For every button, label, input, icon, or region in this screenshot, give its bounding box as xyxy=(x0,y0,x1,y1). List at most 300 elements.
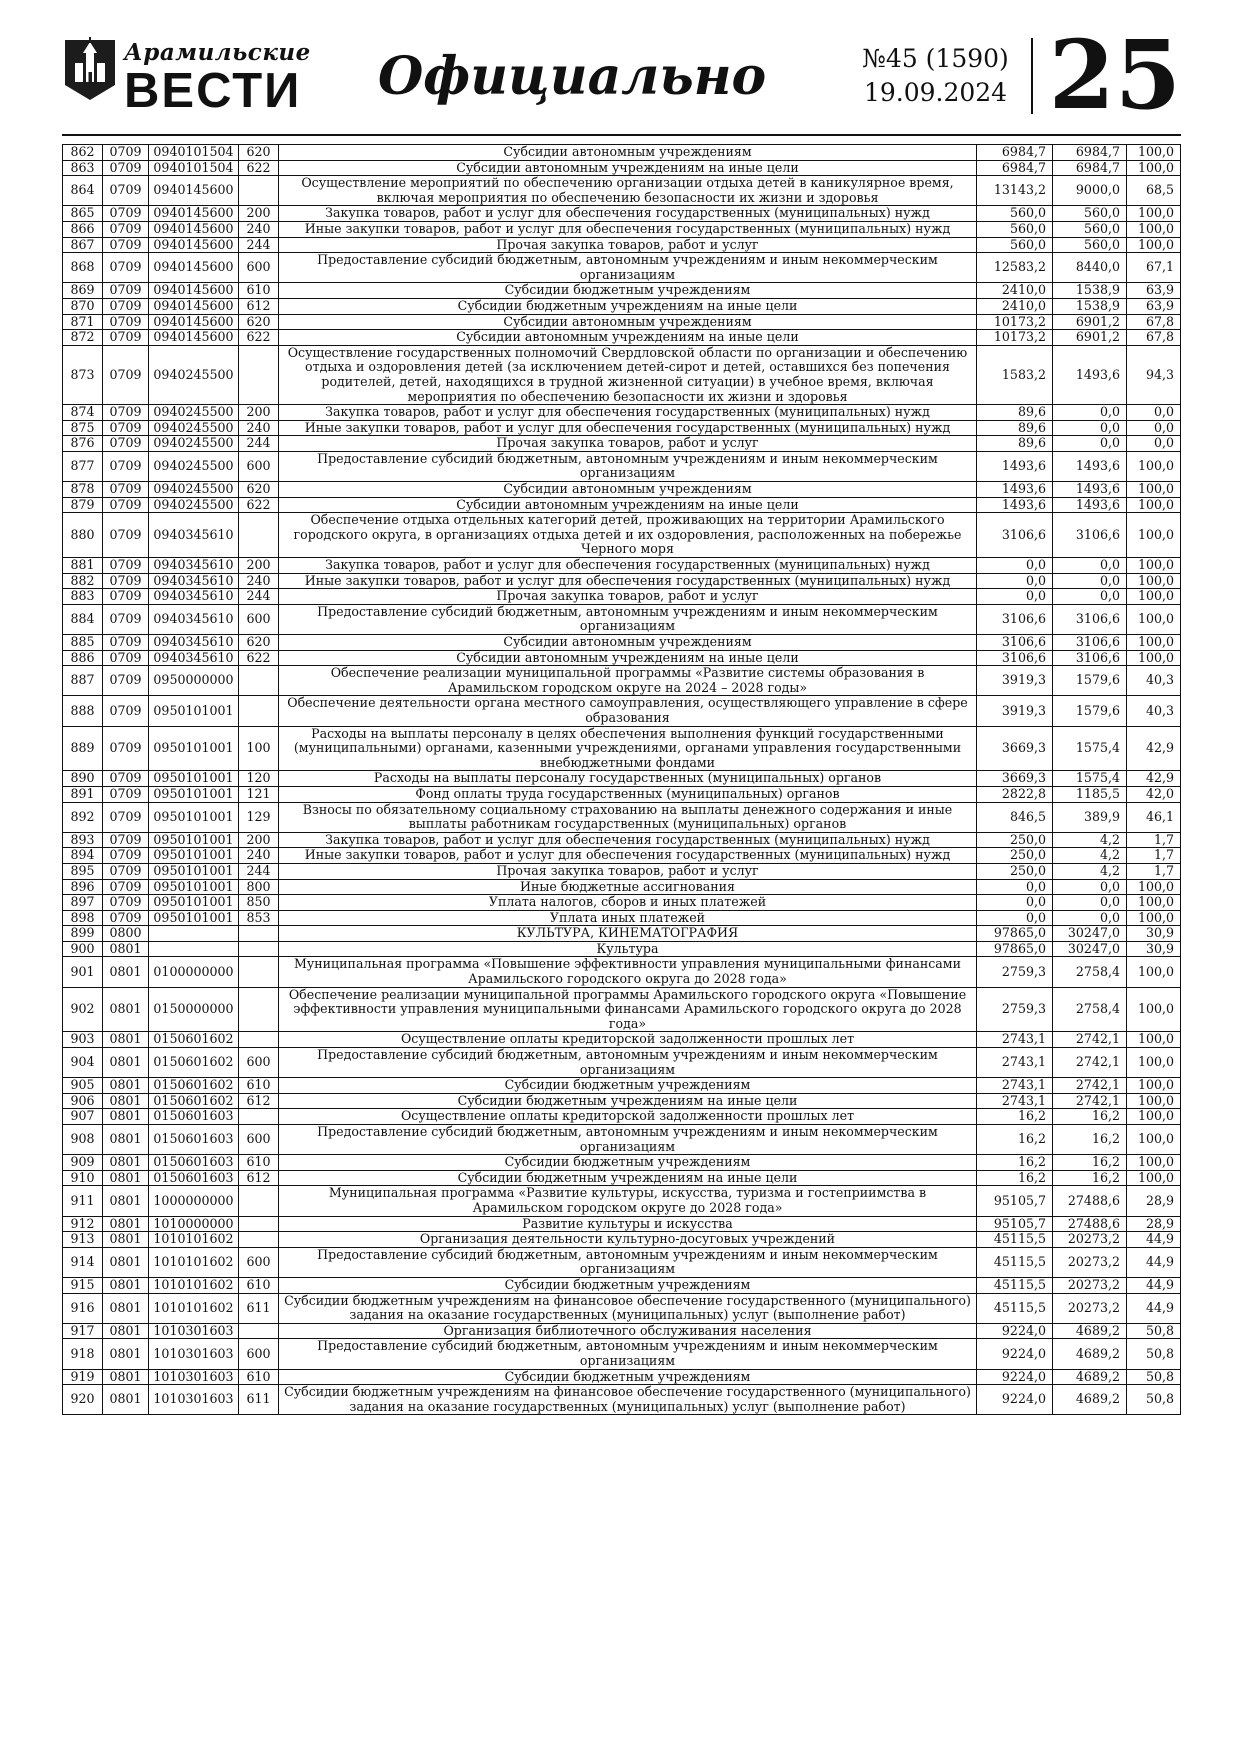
row-number-cell: 896 xyxy=(63,879,103,895)
table-row xyxy=(63,206,1181,222)
plan-cell: 9224,0 xyxy=(977,1339,1053,1369)
fact-cell: 16,2 xyxy=(1053,1155,1127,1171)
row-number-cell: 872 xyxy=(63,330,103,346)
section-code-cell: 0709 xyxy=(103,513,149,558)
section-code-cell: 0709 xyxy=(103,573,149,589)
brand-title-bottom: ВЕСТИ xyxy=(124,63,302,118)
target-article-cell: 0940101504 xyxy=(149,145,239,161)
target-article-cell: 0940145600 xyxy=(149,176,239,206)
row-number-cell: 893 xyxy=(63,832,103,848)
table-row xyxy=(63,726,1181,771)
name-cell: Предоставление субсидий бюджетным, автономным учреждениям и иным некоммерческим организациям xyxy=(279,451,977,481)
table-row xyxy=(63,1155,1181,1171)
expense-type-cell xyxy=(239,696,279,726)
percent-cell: 100,0 xyxy=(1127,650,1181,666)
table-row xyxy=(63,345,1181,404)
fact-cell: 4689,2 xyxy=(1053,1323,1127,1339)
expense-type-cell: 622 xyxy=(239,160,279,176)
table-row xyxy=(63,405,1181,421)
percent-cell: 50,8 xyxy=(1127,1369,1181,1385)
fact-cell: 4689,2 xyxy=(1053,1385,1127,1415)
plan-cell: 2743,1 xyxy=(977,1048,1053,1078)
percent-cell: 100,0 xyxy=(1127,145,1181,161)
table-row xyxy=(63,497,1181,513)
fact-cell: 0,0 xyxy=(1053,420,1127,436)
table-row xyxy=(63,221,1181,237)
row-number-cell: 900 xyxy=(63,941,103,957)
percent-cell: 46,1 xyxy=(1127,802,1181,832)
name-cell: Иные закупки товаров, работ и услуг для обеспечения государственных (муниципальных) нужд xyxy=(279,848,977,864)
target-article-cell: 0940245500 xyxy=(149,436,239,452)
budget-table xyxy=(62,144,1181,1415)
row-number-cell: 914 xyxy=(63,1247,103,1277)
percent-cell: 100,0 xyxy=(1127,1109,1181,1125)
expense-type-cell: 620 xyxy=(239,482,279,498)
section-code-cell: 0801 xyxy=(103,1293,149,1323)
row-number-cell: 919 xyxy=(63,1369,103,1385)
section-code-cell: 0801 xyxy=(103,1186,149,1216)
name-cell: Расходы на выплаты персоналу в целях обеспечения выполнения функций государственными (муниципальными) органами, казенными учреждениями, органами управления государственными внебюджетными фондами xyxy=(279,726,977,771)
fact-cell: 30247,0 xyxy=(1053,926,1127,942)
row-number-cell: 879 xyxy=(63,497,103,513)
name-cell: Предоставление субсидий бюджетным, автономным учреждениям и иным некоммерческим организациям xyxy=(279,1339,977,1369)
expense-type-cell: 244 xyxy=(239,589,279,605)
section-code-cell: 0709 xyxy=(103,176,149,206)
row-number-cell: 901 xyxy=(63,957,103,987)
target-article-cell: 1010301603 xyxy=(149,1323,239,1339)
fact-cell: 560,0 xyxy=(1053,206,1127,222)
row-number-cell: 873 xyxy=(63,345,103,404)
plan-cell: 89,6 xyxy=(977,405,1053,421)
table-row xyxy=(63,237,1181,253)
fact-cell: 20273,2 xyxy=(1053,1293,1127,1323)
expense-type-cell: 200 xyxy=(239,558,279,574)
table-row xyxy=(63,1048,1181,1078)
name-cell: Муниципальная программа «Повышение эффективности управления муниципальными финансами Арамильского городского округа до 2028 года» xyxy=(279,957,977,987)
fact-cell: 389,9 xyxy=(1053,802,1127,832)
table-row xyxy=(63,436,1181,452)
target-article-cell: 0940145600 xyxy=(149,298,239,314)
section-code-cell: 0709 xyxy=(103,895,149,911)
expense-type-cell: 610 xyxy=(239,283,279,299)
name-cell: Предоставление субсидий бюджетным, автономным учреждениям и иным некоммерческим организациям xyxy=(279,604,977,634)
percent-cell: 0,0 xyxy=(1127,436,1181,452)
expense-type-cell: 120 xyxy=(239,771,279,787)
expense-type-cell xyxy=(239,941,279,957)
target-article-cell: 0940145600 xyxy=(149,314,239,330)
row-number-cell: 912 xyxy=(63,1216,103,1232)
page-number: 25 xyxy=(1048,20,1181,132)
section-code-cell: 0801 xyxy=(103,1155,149,1171)
section-code-cell: 0801 xyxy=(103,1032,149,1048)
brand-title xyxy=(124,37,311,116)
plan-cell: 45115,5 xyxy=(977,1277,1053,1293)
plan-cell: 2759,3 xyxy=(977,987,1053,1032)
target-article-cell: 0940145600 xyxy=(149,221,239,237)
plan-cell: 0,0 xyxy=(977,879,1053,895)
name-cell: Закупка товаров, работ и услуг для обеспечения государственных (муниципальных) нужд xyxy=(279,206,977,222)
plan-cell: 250,0 xyxy=(977,848,1053,864)
expense-type-cell: 612 xyxy=(239,1093,279,1109)
row-number-cell: 875 xyxy=(63,420,103,436)
expense-type-cell: 612 xyxy=(239,298,279,314)
expense-type-cell xyxy=(239,1109,279,1125)
row-number-cell: 892 xyxy=(63,802,103,832)
row-number-cell: 913 xyxy=(63,1232,103,1248)
plan-cell: 3919,3 xyxy=(977,696,1053,726)
row-number-cell: 920 xyxy=(63,1385,103,1415)
table-row xyxy=(63,848,1181,864)
target-article-cell: 0950101001 xyxy=(149,863,239,879)
name-cell: Предоставление субсидий бюджетным, автономным учреждениям и иным некоммерческим организациям xyxy=(279,1048,977,1078)
target-article-cell: 0940145600 xyxy=(149,330,239,346)
target-article-cell: 0940145600 xyxy=(149,206,239,222)
name-cell: Осуществление государственных полномочий Свердловской области по организации и обеспечению отдыха и оздоровления детей (за исключением детей-сирот и детей, оставшихся без попечения родителей, детей, находящихся в трудной жизненной ситуации) в учебное время, включая мероприятия по обеспечению безопасности их жизни и здоровья xyxy=(279,345,977,404)
fact-cell: 560,0 xyxy=(1053,221,1127,237)
percent-cell: 44,9 xyxy=(1127,1247,1181,1277)
table-row xyxy=(63,145,1181,161)
table-row xyxy=(63,987,1181,1032)
name-cell: Субсидии автономным учреждениям xyxy=(279,314,977,330)
fact-cell: 4,2 xyxy=(1053,848,1127,864)
plan-cell: 45115,5 xyxy=(977,1232,1053,1248)
fact-cell: 1493,6 xyxy=(1053,451,1127,481)
expense-type-cell xyxy=(239,666,279,696)
target-article-cell: 0940145600 xyxy=(149,283,239,299)
plan-cell: 95105,7 xyxy=(977,1216,1053,1232)
row-number-cell: 899 xyxy=(63,926,103,942)
plan-cell: 9224,0 xyxy=(977,1385,1053,1415)
name-cell: Фонд оплаты труда государственных (муниципальных) органов xyxy=(279,786,977,802)
percent-cell: 94,3 xyxy=(1127,345,1181,404)
fact-cell: 2742,1 xyxy=(1053,1078,1127,1094)
percent-cell: 50,8 xyxy=(1127,1339,1181,1369)
plan-cell: 89,6 xyxy=(977,436,1053,452)
section-code-cell: 0709 xyxy=(103,482,149,498)
table-row xyxy=(63,635,1181,651)
section-code-cell: 0709 xyxy=(103,314,149,330)
plan-cell: 97865,0 xyxy=(977,926,1053,942)
percent-cell: 44,9 xyxy=(1127,1232,1181,1248)
table-row xyxy=(63,298,1181,314)
table-row xyxy=(63,957,1181,987)
percent-cell: 100,0 xyxy=(1127,237,1181,253)
expense-type-cell: 610 xyxy=(239,1155,279,1171)
fact-cell: 6984,7 xyxy=(1053,160,1127,176)
fact-cell: 1538,9 xyxy=(1053,283,1127,299)
percent-cell: 100,0 xyxy=(1127,206,1181,222)
fact-cell: 0,0 xyxy=(1053,879,1127,895)
name-cell: Расходы на выплаты персоналу государственных (муниципальных) органов xyxy=(279,771,977,787)
name-cell: Субсидии автономным учреждениям на иные цели xyxy=(279,160,977,176)
row-number-cell: 908 xyxy=(63,1125,103,1155)
row-number-cell: 915 xyxy=(63,1277,103,1293)
name-cell: Иные закупки товаров, работ и услуг для обеспечения государственных (муниципальных) нужд xyxy=(279,420,977,436)
percent-cell: 100,0 xyxy=(1127,1155,1181,1171)
target-article-cell: 0940245500 xyxy=(149,451,239,481)
table-row xyxy=(63,895,1181,911)
name-cell: Иные закупки товаров, работ и услуг для обеспечения государственных (муниципальных) нужд xyxy=(279,573,977,589)
fact-cell: 3106,6 xyxy=(1053,513,1127,558)
table-row xyxy=(63,604,1181,634)
percent-cell: 100,0 xyxy=(1127,1125,1181,1155)
name-cell: Субсидии автономным учреждениям xyxy=(279,482,977,498)
row-number-cell: 867 xyxy=(63,237,103,253)
section-code-cell: 0801 xyxy=(103,1339,149,1369)
percent-cell: 67,8 xyxy=(1127,314,1181,330)
brand-title-top: Арамильские xyxy=(124,38,311,66)
table-row xyxy=(63,283,1181,299)
percent-cell: 67,8 xyxy=(1127,330,1181,346)
row-number-cell: 894 xyxy=(63,848,103,864)
expense-type-cell xyxy=(239,345,279,404)
plan-cell: 6984,7 xyxy=(977,160,1053,176)
name-cell: Культура xyxy=(279,941,977,957)
section-code-cell: 0800 xyxy=(103,926,149,942)
name-cell: Закупка товаров, работ и услуг для обеспечения государственных (муниципальных) нужд xyxy=(279,832,977,848)
row-number-cell: 869 xyxy=(63,283,103,299)
table-row xyxy=(63,513,1181,558)
expense-type-cell: 620 xyxy=(239,145,279,161)
fact-cell: 1185,5 xyxy=(1053,786,1127,802)
issue-block xyxy=(862,42,1025,110)
section-code-cell: 0709 xyxy=(103,405,149,421)
name-cell: Уплата налогов, сборов и иных платежей xyxy=(279,895,977,911)
section-code-cell: 0709 xyxy=(103,726,149,771)
row-number-cell: 911 xyxy=(63,1186,103,1216)
name-cell: Субсидии бюджетным учреждениям xyxy=(279,1277,977,1293)
percent-cell: 44,9 xyxy=(1127,1277,1181,1293)
table-row xyxy=(63,1385,1181,1415)
plan-cell: 2743,1 xyxy=(977,1032,1053,1048)
name-cell: Муниципальная программа «Развитие культуры, искусства, туризма и гостеприимства в Арамильском городском округе до 2028 года» xyxy=(279,1186,977,1216)
table-row xyxy=(63,1093,1181,1109)
expense-type-cell: 622 xyxy=(239,650,279,666)
plan-cell: 560,0 xyxy=(977,206,1053,222)
name-cell: Предоставление субсидий бюджетным, автономным учреждениям и иным некоммерческим организациям xyxy=(279,253,977,283)
row-number-cell: 888 xyxy=(63,696,103,726)
expense-type-cell: 100 xyxy=(239,726,279,771)
row-number-cell: 884 xyxy=(63,604,103,634)
plan-cell: 2759,3 xyxy=(977,957,1053,987)
name-cell: Субсидии автономным учреждениям xyxy=(279,635,977,651)
row-number-cell: 916 xyxy=(63,1293,103,1323)
section-code-cell: 0709 xyxy=(103,330,149,346)
row-number-cell: 904 xyxy=(63,1048,103,1078)
percent-cell: 40,3 xyxy=(1127,696,1181,726)
expense-type-cell: 600 xyxy=(239,1048,279,1078)
percent-cell: 100,0 xyxy=(1127,513,1181,558)
plan-cell: 1493,6 xyxy=(977,451,1053,481)
table-row xyxy=(63,771,1181,787)
target-article-cell: 0950101001 xyxy=(149,802,239,832)
table-row xyxy=(63,650,1181,666)
name-cell: Субсидии автономным учреждениям на иные цели xyxy=(279,497,977,513)
expense-type-cell: 850 xyxy=(239,895,279,911)
row-number-cell: 874 xyxy=(63,405,103,421)
name-cell: КУЛЬТУРА, КИНЕМАТОГРАФИЯ xyxy=(279,926,977,942)
expense-type-cell: 240 xyxy=(239,848,279,864)
plan-cell: 89,6 xyxy=(977,420,1053,436)
plan-cell: 3106,6 xyxy=(977,513,1053,558)
fact-cell: 0,0 xyxy=(1053,558,1127,574)
fact-cell: 1493,6 xyxy=(1053,345,1127,404)
plan-cell: 0,0 xyxy=(977,573,1053,589)
target-article-cell: 0940145600 xyxy=(149,253,239,283)
table-row xyxy=(63,941,1181,957)
table-row xyxy=(63,1078,1181,1094)
row-number-cell: 902 xyxy=(63,987,103,1032)
fact-cell: 1579,6 xyxy=(1053,666,1127,696)
row-number-cell: 898 xyxy=(63,910,103,926)
percent-cell: 100,0 xyxy=(1127,895,1181,911)
percent-cell: 100,0 xyxy=(1127,1048,1181,1078)
target-article-cell: 0940345610 xyxy=(149,558,239,574)
target-article-cell: 0950101001 xyxy=(149,879,239,895)
section-code-cell: 0801 xyxy=(103,1125,149,1155)
target-article-cell: 0940345610 xyxy=(149,513,239,558)
name-cell: Осуществление мероприятий по обеспечению организации отдыха детей в каникулярное время, включая мероприятия по обеспечению безопасности их жизни и здоровья xyxy=(279,176,977,206)
expense-type-cell: 600 xyxy=(239,1247,279,1277)
row-number-cell: 876 xyxy=(63,436,103,452)
table-row xyxy=(63,1339,1181,1369)
section-code-cell: 0709 xyxy=(103,298,149,314)
table-row xyxy=(63,1323,1181,1339)
fact-cell: 16,2 xyxy=(1053,1109,1127,1125)
issue-number: №45 (1590) xyxy=(862,44,1009,74)
percent-cell: 100,0 xyxy=(1127,1078,1181,1094)
target-article-cell: 0150601602 xyxy=(149,1093,239,1109)
expense-type-cell: 200 xyxy=(239,405,279,421)
table-row xyxy=(63,802,1181,832)
row-number-cell: 910 xyxy=(63,1170,103,1186)
target-article-cell: 0150601603 xyxy=(149,1170,239,1186)
table-row xyxy=(63,176,1181,206)
percent-cell: 42,0 xyxy=(1127,786,1181,802)
percent-cell: 100,0 xyxy=(1127,910,1181,926)
expense-type-cell: 600 xyxy=(239,253,279,283)
target-article-cell: 0150601602 xyxy=(149,1032,239,1048)
fact-cell: 0,0 xyxy=(1053,405,1127,421)
expense-type-cell: 610 xyxy=(239,1277,279,1293)
row-number-cell: 883 xyxy=(63,589,103,605)
plan-cell: 3106,6 xyxy=(977,650,1053,666)
section-code-cell: 0709 xyxy=(103,451,149,481)
percent-cell: 42,9 xyxy=(1127,771,1181,787)
expense-type-cell xyxy=(239,926,279,942)
percent-cell: 50,8 xyxy=(1127,1323,1181,1339)
table-row xyxy=(63,1247,1181,1277)
row-number-cell: 886 xyxy=(63,650,103,666)
plan-cell: 560,0 xyxy=(977,237,1053,253)
plan-cell: 13143,2 xyxy=(977,176,1053,206)
row-number-cell: 906 xyxy=(63,1093,103,1109)
section-code-cell: 0709 xyxy=(103,696,149,726)
section-code-cell: 0709 xyxy=(103,848,149,864)
plan-cell: 846,5 xyxy=(977,802,1053,832)
header-rule xyxy=(62,134,1181,136)
section-code-cell: 0709 xyxy=(103,345,149,404)
fact-cell: 6901,2 xyxy=(1053,330,1127,346)
section-code-cell: 0709 xyxy=(103,420,149,436)
section-code-cell: 0709 xyxy=(103,589,149,605)
expense-type-cell: 622 xyxy=(239,330,279,346)
section-code-cell: 0709 xyxy=(103,558,149,574)
table-row xyxy=(63,832,1181,848)
percent-cell: 50,8 xyxy=(1127,1385,1181,1415)
fact-cell: 30247,0 xyxy=(1053,941,1127,957)
percent-cell: 44,9 xyxy=(1127,1293,1181,1323)
section-code-cell: 0709 xyxy=(103,666,149,696)
target-article-cell: 0950101001 xyxy=(149,786,239,802)
name-cell: Организация библиотечного обслуживания населения xyxy=(279,1323,977,1339)
row-number-cell: 866 xyxy=(63,221,103,237)
target-article-cell: 1000000000 xyxy=(149,1186,239,1216)
name-cell: Прочая закупка товаров, работ и услуг xyxy=(279,863,977,879)
table-row xyxy=(63,1125,1181,1155)
fact-cell: 0,0 xyxy=(1053,589,1127,605)
section-code-cell: 0801 xyxy=(103,957,149,987)
row-number-cell: 907 xyxy=(63,1109,103,1125)
fact-cell: 0,0 xyxy=(1053,910,1127,926)
section-code-cell: 0709 xyxy=(103,436,149,452)
target-article-cell: 0940345610 xyxy=(149,573,239,589)
section-code-cell: 0801 xyxy=(103,1247,149,1277)
target-article-cell: 1010101602 xyxy=(149,1293,239,1323)
name-cell: Иные закупки товаров, работ и услуг для обеспечения государственных (муниципальных) нужд xyxy=(279,221,977,237)
expense-type-cell: 600 xyxy=(239,604,279,634)
section-code-cell: 0709 xyxy=(103,771,149,787)
section-code-cell: 0709 xyxy=(103,283,149,299)
fact-cell: 1493,6 xyxy=(1053,482,1127,498)
fact-cell: 1538,9 xyxy=(1053,298,1127,314)
row-number-cell: 882 xyxy=(63,573,103,589)
table-row xyxy=(63,314,1181,330)
row-number-cell: 863 xyxy=(63,160,103,176)
row-number-cell: 870 xyxy=(63,298,103,314)
target-article-cell: 0950101001 xyxy=(149,726,239,771)
name-cell: Субсидии бюджетным учреждениям на финансовое обеспечение государственного (муниципального) задания на оказание государственных (муниципальных) услуг (выполнение работ) xyxy=(279,1293,977,1323)
table-row xyxy=(63,253,1181,283)
row-number-cell: 865 xyxy=(63,206,103,222)
target-article-cell: 1010101602 xyxy=(149,1247,239,1277)
header-divider xyxy=(1031,38,1033,114)
section-code-cell: 0801 xyxy=(103,941,149,957)
target-article-cell: 0940345610 xyxy=(149,589,239,605)
expense-type-cell: 200 xyxy=(239,206,279,222)
fact-cell: 0,0 xyxy=(1053,573,1127,589)
percent-cell: 1,7 xyxy=(1127,863,1181,879)
fact-cell: 2758,4 xyxy=(1053,957,1127,987)
expense-type-cell: 200 xyxy=(239,832,279,848)
expense-type-cell: 610 xyxy=(239,1369,279,1385)
table-row xyxy=(63,879,1181,895)
plan-cell: 1493,6 xyxy=(977,482,1053,498)
row-number-cell: 887 xyxy=(63,666,103,696)
percent-cell: 100,0 xyxy=(1127,604,1181,634)
fact-cell: 4,2 xyxy=(1053,832,1127,848)
fact-cell: 4689,2 xyxy=(1053,1369,1127,1385)
plan-cell: 1583,2 xyxy=(977,345,1053,404)
expense-type-cell xyxy=(239,176,279,206)
percent-cell: 67,1 xyxy=(1127,253,1181,283)
name-cell: Субсидии бюджетным учреждениям xyxy=(279,1078,977,1094)
expense-type-cell: 620 xyxy=(239,314,279,330)
percent-cell: 0,0 xyxy=(1127,420,1181,436)
name-cell: Субсидии автономным учреждениям на иные цели xyxy=(279,330,977,346)
name-cell: Субсидии бюджетным учреждениям на финансовое обеспечение государственного (муниципального) задания на оказание государственных (муниципальных) услуг (выполнение работ) xyxy=(279,1385,977,1415)
target-article-cell: 0940245500 xyxy=(149,345,239,404)
